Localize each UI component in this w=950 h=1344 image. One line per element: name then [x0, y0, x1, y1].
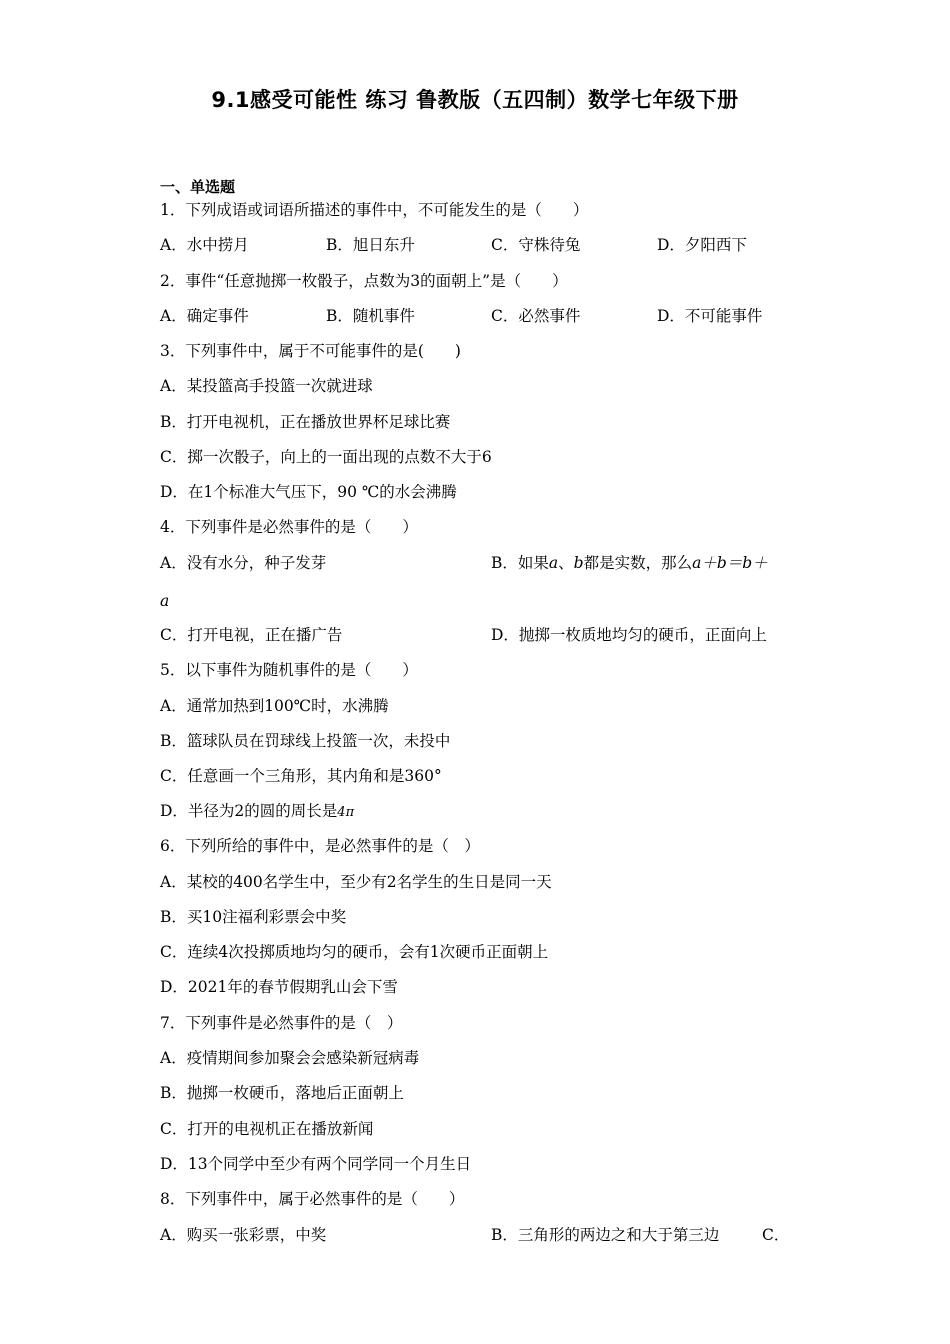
question-7-option-c: C．打开的电视机正在播放新闻: [160, 1120, 374, 1138]
question-2-option-c: C．必然事件: [491, 307, 581, 325]
question-1-option-a: A．水中捞月: [160, 236, 249, 254]
question-5-option-c: C．任意画一个三角形，其内角和是360°: [160, 767, 442, 785]
question-3-option-a: A．某投篮高手投篮一次就进球: [160, 377, 373, 395]
question-6-option-c: C．连续4次投掷质地均匀的硬币，会有1次硬币正面朝上: [160, 943, 549, 961]
question-1-stem: 1．下列成语或词语所描述的事件中，不可能发生的是（ ）: [160, 201, 589, 219]
question-4-option-b: [491, 553, 768, 573]
question-3-stem: 3．下列事件中，属于不可能事件的是( ): [160, 342, 461, 360]
question-5-stem: 5．以下事件为随机事件的是（ ）: [160, 661, 418, 679]
question-8-option-b: B．三角形的两边之和大于第三边: [491, 1226, 720, 1244]
question-3-option-d: D．在1个标准大气压下，90 ℃的水会沸腾: [160, 483, 457, 501]
question-8-option-a: A．购买一张彩票，中奖: [160, 1226, 327, 1244]
question-6-option-b: B．买10注福利彩票会中奖: [160, 908, 347, 926]
question-1-option-c: C．守株待兔: [491, 236, 581, 254]
question-1-option-b: B．旭日东升: [326, 236, 415, 254]
math-expression: a＋b＝b＋: [692, 554, 768, 572]
question-2-option-d: D．不可能事件: [657, 307, 763, 325]
question-4-option-c: C．打开电视，正在播广告: [160, 626, 343, 644]
question-7-option-b: B．抛掷一枚硬币，落地后正面朝上: [160, 1084, 404, 1102]
option-b-prefix: B．如果: [491, 554, 549, 572]
question-4-stem: 4．下列事件是必然事件的是（ ）: [160, 518, 418, 536]
question-6-option-a: A．某校的400名学生中，至少有2名学生的生日是同一天: [160, 873, 552, 891]
separator: 、: [558, 554, 574, 572]
question-7-option-d: D．13个同学中至少有两个同学同一个月生日: [160, 1155, 472, 1173]
math-var-b: b: [573, 554, 584, 572]
question-3-option-c: C．掷一次骰子，向上的一面出现的点数不大于6: [160, 448, 492, 466]
question-2-option-a: A．确定事件: [160, 307, 249, 325]
option-d-text: D．半径为2的圆的周长是: [160, 802, 338, 820]
option-b-middle: 都是实数，那么: [583, 554, 693, 572]
question-7-option-a: A．疫情期间参加聚会会感染新冠病毒: [160, 1049, 420, 1067]
question-5-option-d: [160, 801, 354, 823]
question-4-option-d: D．抛掷一枚质地均匀的硬币，正面向上: [491, 626, 767, 644]
question-8-option-c: C．: [762, 1226, 790, 1244]
section-heading: 一、单选题: [160, 178, 236, 196]
question-1-option-d: D．夕阳西下: [657, 236, 747, 254]
question-5-option-b: B．篮球队员在罚球线上投篮一次，未投中: [160, 732, 451, 750]
math-var-a: a: [548, 554, 559, 572]
math-four-pi: 4π: [337, 805, 355, 820]
page-title: 9.1感受可能性 练习 鲁教版（五四制）数学七年级下册: [211, 88, 739, 112]
question-4-option-a: A．没有水分，种子发芽: [160, 554, 327, 572]
question-3-option-b: B．打开电视机，正在播放世界杯足球比赛: [160, 413, 451, 431]
question-2-option-b: B．随机事件: [326, 307, 415, 325]
question-8-stem: 8．下列事件中，属于必然事件的是（ ）: [160, 1190, 465, 1208]
question-4-option-b-wrap: a: [160, 592, 170, 610]
question-6-stem: 6．下列所给的事件中，是必然事件的是（ ）: [160, 837, 480, 855]
question-6-option-d: D．2021年的春节假期乳山会下雪: [160, 978, 398, 996]
question-7-stem: 7．下列事件是必然事件的是（ ）: [160, 1014, 403, 1032]
question-2-stem: 2．事件“任意抛掷一枚骰子，点数为3的面朝上”是（ ）: [160, 272, 568, 290]
question-5-option-a: A．通常加热到100℃时，水沸腾: [160, 697, 389, 715]
